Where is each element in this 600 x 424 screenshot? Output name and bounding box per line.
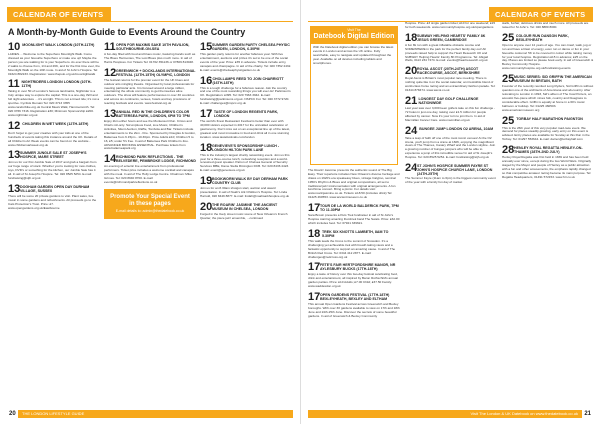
event-heading (502, 116, 594, 126)
event-description: Join us for an 8.30am shotgun start, auction and award presentation. In aid of Noah's Ark Children's Hospice. Tel: Linda Harrold, 020 8449 8877. E-mail: lindah@noahsarkhospice.org.uk (200, 186, 289, 198)
event-heading (405, 163, 497, 176)
right-column-3 (502, 22, 594, 398)
event-title: BUNGEE JUMP LONDON O2 ARENA, 10AM (419, 126, 494, 131)
event-description: Founder of the recently reunited Long Ryders, Sid Griffin is without question one of the architects of Americana and alt-country. After relocating to London in 1993, Sid's album of The Coal Porters, an acoustic five-piece which mixes folk, country and bluegrass to considerable effect. Griffin is equally at home in a 60's music ballroom or buildup. Tel: 01225 460503. www.americanmuseum.org (502, 84, 594, 112)
event-description: Join us for our first Jumble Sale of 2017 and grab a bargain from our huge range of stock. Whether you're looking for new clothes, toys, DVD's or something for the kitchen, our Jumble Sale has it all. In aid of St Joseph's Hospice. Tel: 020 8525 5254. E-mail: fundraising@stjh.org.uk (8, 160, 97, 181)
right-column-1-events (308, 169, 400, 319)
event-item (200, 202, 292, 221)
event-item (104, 68, 196, 106)
event-item (104, 154, 196, 185)
event-description: Royal Ascot is Britain's most popular race meeting. There is nothing quite like it on the social calendar, an irresistible blend of world-class horse racing and an extraordinary fashion parade. Tel: 01344 878474. www.ascot.co.uk (405, 76, 496, 93)
event-title: TREK SIX KNOTTS LAMBETH, 8AM TO 5.30PM (321, 229, 389, 238)
left-header-text: CALENDAR OF EVENTS (13, 10, 104, 19)
event-title: TOUR DE LA WORLD BALDERICK PARK, 7PM TO 11.30PM (320, 204, 399, 213)
right-header-tab (489, 7, 593, 21)
event-description: An evening of eclectic live entertainment from professional performers. Ticket price includes a welcome cocktail and canapés with the meal. In aid of The Holly Lodge Centre. Chairman: Mike Grimes. Tel: 020 8940 8700. E-mail: events@richmondparkreflections.co.uk (104, 164, 194, 184)
event-title: TASTE OF LONDON REGENTS PARK, LONDON (213, 110, 279, 119)
left-header-tab (7, 7, 111, 21)
event-title: HENLEY ROYAL REGATTA HENLEY-ON-THAMES (28TH-2ND JULY) (514, 146, 583, 155)
event-heading (104, 42, 196, 52)
left-footer-text: THE LONDON LIFESTYLE GUIDE (22, 411, 85, 416)
digital-edition-title: Datebook Digital Edition (313, 32, 395, 40)
event-title: SUMMER GARDEN PARTY CHELSEA PHYSIC GARDEN, LONDON, 6.30PM (212, 43, 290, 51)
event-description: Last year saw over 3,000 keen golfers take on this fun challenge - 72 holes in just one day, raising over £1.5 million for people affected by cancer. Now it's your turn to join them. In aid of Macmillan Cancer Care. www.macmillan.org.uk (405, 105, 496, 122)
event-description: Don't forget to get your creative with your kids at one of the hundreds of events taking this instance around the UK. Details of all Children's Art Week events can be found on the website - www.childrensartweek.org.uk (8, 130, 97, 147)
event-description: Enjoy a taste of history over this two-day festival celebrating food, drink and entertainment, all inspired by Baron Rothschild's annual garden parties. Price: £10 Adults; £7.00 Child; £37.50 Family. www.waddesdon.org.uk (308, 272, 398, 289)
event-item (502, 33, 594, 71)
event-item (104, 109, 196, 151)
event-date-number: 20 (405, 65, 418, 78)
event-title: COLOUR RUN DANSON PARK, BEXLEYHEATH (515, 33, 569, 42)
event-description: Taking in over 50 of London's famous landmarks, Nightrider is a truly unique way to explore the capital. This is a one-day thrill and full night adventure ... it's at night. This is not a timed ride; it's not a sportive. Cyclists Remain Tel: 020 3713 3355 www.careforbike.org.uk Central Mews Walk, Hammersmith. Tel: 020 3766 7316. Registration £30; Minimum Sponsorship £200. www.nightrider.org.uk (8, 89, 100, 117)
right-page (300, 0, 600, 424)
event-heading (405, 66, 497, 76)
event-item (104, 42, 196, 65)
event-date-number: 17 (308, 261, 321, 274)
event-title: MOONLIGHT WALK LONDON (10TH-11TH) (22, 43, 95, 47)
event-item (200, 109, 292, 140)
event-heading (502, 145, 594, 155)
event-description: Henley Royal Regatta was first held in 1839 and has been held annually ever since, except during the two World Wars. Originally staged by the Mayor and people of Henley as a public attraction with a fun and other amusements, the emphasis rapidly changed so that competitive amateur racing became its main purpose. Tel: Regatta Headquarters, 01491 572153. www.hrr.co.uk (502, 155, 592, 179)
event-item (502, 145, 594, 179)
event-heading (8, 184, 100, 194)
event-heading (8, 150, 100, 160)
event-title: LONGEST DAY GOLF CHALLENGE NATIONWIDE (418, 96, 479, 105)
left-column-2 (104, 42, 196, 398)
event-item (200, 143, 292, 174)
left-column-3 (200, 42, 292, 398)
event-item (502, 22, 594, 30)
event-item (200, 176, 292, 199)
event-date-number: 25 (502, 73, 515, 86)
event-date-number: 11 (8, 78, 20, 91)
event-title: ANNUAL RED IN THE CHILDREN'S COLOR BATTERSEA PARK, LONDON, 6PM TO 7PM (116, 110, 190, 119)
event-title: FETE'S FAIR HERTFORDSHIRE MANOR, NR AYLESBURY BUCKS (17TH-18TH) (320, 263, 396, 272)
event-date-number: 17 (200, 108, 213, 121)
event-date-number: 16 (200, 74, 213, 87)
event-description: The festival returns for the premier event for the UK blues and outdoor arts mingling theatre. Organised by local professionals for meeting particular acts. It is focused around a large million, entertaining the whole community to get themselves alive outdoors. The show will feature performances in over 30 countries and across six continents, venues, hotels and key provisions of reacting festivals and events. www.festival.org.uk (104, 77, 195, 106)
event-heading (200, 143, 292, 153)
event-title: BOOKWORM WALK BY DAY DERHAM PARK COUNTRY CLUB (212, 177, 288, 186)
event-description: Take a leap of faith off one of the most iconic venues! At the O2 Arena, you'll jump from a crane at 160ft, enjoying the magnificent views of The Thames, Canary Wharf and the London skyline. Join a growing number of bungee jumpers who will be able to experience a jump of this incredible venue! In aid of St Joseph's Hospice. Tel: 020 8525 5254. E-mail: fundraising@stjh.org.uk (405, 135, 496, 160)
event-description: The world's finest Restaurant Festival is better than ever with 40,000 visitors expected in 2017 for the unrivalled celebration of gastronomy. Don't miss out on an exceptional line up of the latest, greatest and most innovative in food and drink all in one stunning location. www.tastefestivals.com/london (200, 119, 290, 139)
event-heading (502, 74, 594, 84)
event-item (8, 79, 100, 117)
event-item (405, 126, 497, 160)
event-date-number: 24 (405, 124, 418, 137)
event-heading (8, 42, 100, 52)
left-column-1 (8, 42, 100, 398)
event-date-number: 25 (502, 114, 515, 127)
event-description: LADIES.... Welcome to the Superhero Moonlight Walk. Come dressed as your favourite Superhero or make one up! Maybe the person you are walking for is your Superhero. As ever there will be 2 walks to choose from, 1/4 and 26K, and for the first time ever, the Moonlight Walk on the 10th route. In aid of St John's Hospice. Tel: 01624 882233. Registration: www.thepolo.org.uk/moonlightwalk (8, 52, 100, 76)
event-description: stalls, funfair, delicious drinks and much more. All proceeds are raised for St John's. Tel: 020 8880 8000. (502, 22, 589, 29)
event-date-number: 15 (200, 42, 213, 53)
event-description: A fun-day filled with food and blues music, featuring bands such as The Blues Harmonies, The Lost Blues plus much more. In aid of Harris Hospices. For Tickets Tel: 01702 351136 or 07809 813048. (104, 52, 196, 64)
digital-edition-box[interactable] (310, 26, 398, 165)
event-date-number: 12 (104, 66, 117, 79)
event-description: This annual Open Gardens Festival across Greenwich and Bexley boroughs. With over 30 gardens available to view on 17th and 18th June and 24th-25th June. Discover the secrets of some beautiful gardens. In aid of Greenwich & Bexley Community (308, 302, 400, 318)
event-heading (104, 68, 196, 78)
event-item (308, 292, 400, 319)
event-description: This is a tough challenge for a fabulous reason. Ask the country and one of the most rewarding things you will ever do! Parkinson's UK. Registration: £395. Tel: 020 7963 3942. E-mail: fundraising@parkinsons.org.uk. NSPCC Fol. Tel: 020 3772 9720. E-mail: challenges@nspcc.org.uk (200, 85, 291, 106)
event-heading (200, 76, 292, 86)
event-heading (308, 262, 400, 272)
event-item (405, 96, 497, 123)
event-date-number: 28 (502, 144, 515, 157)
promo-title: Promote Your Special Event in these pages (110, 193, 190, 207)
event-title: ROYAL ASCOT (20TH-24TH) ASCOT RACECOURSE, ASCOT, BERKSHIRE (417, 67, 480, 76)
event-description: Forged in the lively street music scene of New Orleans's French Quarter, the piece jazz ensemble, ...continued (200, 211, 288, 220)
right-header-text: CALENDAR OF EVENTS (495, 10, 586, 19)
digital-edition-top: Visit The (347, 28, 361, 32)
event-date-number: 13 (104, 108, 117, 121)
event-heading (104, 154, 196, 164)
event-title: GENEVIEVE'S SPONSORSHIP LUNCH - LONDON HILTON PARK LANE (212, 143, 280, 152)
event-heading (200, 42, 292, 52)
event-item (405, 33, 497, 64)
left-header-rule (7, 21, 293, 22)
event-date-number: 11 (104, 42, 116, 53)
event-item (8, 150, 100, 181)
event-item (8, 184, 100, 211)
event-item (308, 229, 400, 260)
event-date-number: 17 (308, 291, 321, 304)
event-date-number: 21 (405, 94, 418, 107)
event-heading (200, 202, 292, 212)
event-description: Sara Brown presents a Pets Trek fundraiser in aid of St John's Hospice starring amazing Dumbrek band The Swats. Price: £32.00 which includes food. Tel: 07921 339621. (308, 213, 400, 225)
event-title: GREENWICH + DOCKLANDS INTERNATIONAL FESTIVAL (12TH-15TH) OLYMPIC, LONDON (116, 68, 196, 77)
right-footer-text: Visit The London & UK Datebook on www.thedatebook.co.uk (470, 411, 578, 416)
event-date-number: 20 (200, 200, 213, 213)
event-item (502, 116, 594, 143)
event-heading (502, 33, 594, 43)
event-item (405, 163, 497, 185)
digital-edition-header (311, 27, 397, 44)
event-title: ST JOHN'S HOSPICE SUMMER FAYRE ST JOHN'S HOSPICE CHURCH LANE, LONDON (24TH-25TH) (417, 164, 493, 177)
event-title: MUSIC SERIES: SID GRIFFIN THE AMERICAN MUSEUM IN BRITAIN, BATH (514, 75, 592, 84)
event-item (502, 74, 594, 112)
event-item (8, 42, 100, 76)
event-date-number: 13 (8, 182, 21, 195)
event-heading (405, 96, 497, 106)
left-footer (0, 408, 300, 420)
right-page-number: 21 (584, 411, 591, 417)
event-description: The Summer Fayre (11am to 6pm) is the biggest community event of the year with a family fun day of market (405, 176, 496, 184)
event-description: This garden party returns for another fabulous year. With live entertainment, auctions and prizes it's set to be one of the social events of the year. Price: £35 in advance. Tickets include entry, canapés and champagne. In aid of the charity. Tel: 020 7352 2432. E-mail: events@chelseaphysicgarden.co.uk (200, 52, 292, 72)
event-date-number: 19 (200, 175, 213, 188)
event-date-number: 17 (308, 202, 321, 215)
event-heading (405, 126, 497, 136)
event-date-number: 13 (8, 149, 21, 162)
event-date-number: 24 (405, 162, 418, 175)
digital-edition-text: With the Datebook digital edition you can browse the latest events in London and across the UK online. Fully searchable, easy to navigate and updated throughout the year. Available on all devices including tablets and smartphones. (313, 44, 394, 65)
promo-email[interactable]: E-mail details to: admin@thedatebook.co.uk (115, 208, 185, 213)
event-description: This is the 26th year of this very popular road-race event. We demand for places steadily growing, early entry on this event is advised. Entry places are available for Sunday at this Run in the Torbay. Tel: 01297 553644. E-mail: darren@torbayhalf.com (502, 125, 590, 142)
event-date-number: 25 (502, 31, 515, 44)
event-date-number: 12 (8, 119, 21, 132)
event-heading (200, 109, 292, 119)
event-item (200, 42, 292, 73)
event-date-number: 18 (405, 31, 418, 44)
right-column-2 (405, 22, 497, 398)
left-column-2-events (104, 42, 196, 185)
event-description: There will be some 20 private gardens to visit. Plant sales, live music in some gardens and refreshments. All proceeds go to the Cats Protection's Trust. Price: £7. www.opengardens.org.uk/Eastbourne (8, 193, 97, 210)
event-description: A fun 8k run with a great inflatable obstacle course and SOMEWHERE in the park for the perfect family day out! All proceeds raised help to support the Heart Research UK and SUBWAY Helping Hearts' Family 8K Programme. Tel: Abigail Wells, 0113 234 7474. E-mail: events@heartresearch.org.uk (405, 42, 489, 63)
event-item (405, 66, 497, 93)
event-heading (8, 121, 100, 131)
event-item (8, 121, 100, 148)
event-item (308, 262, 400, 289)
event-description: Hospice. Price: £3 single garden ticket; £10 for one weekend; £15 for both weekends. www.communityhospice.org.uk/opengardens (405, 22, 496, 29)
event-title: OPEN FOR MAXIMS SAKE 10TH PAVILION, SOUTHBOURNE-ON-SEA (116, 43, 190, 51)
event-heading (308, 229, 400, 239)
event-item (200, 76, 292, 107)
event-date-number: 18 (308, 227, 321, 240)
event-title: SUBWAY HELPING HEARTS' FAMILY 8K JESUS GREEN, CAMBRIDGE (417, 33, 486, 42)
event-title: RICHMOND PARK REFLECTIONS - THE BELVEDERE, PEMBROKE LODGE, RICHMOND (116, 155, 196, 164)
event-item (308, 169, 400, 200)
event-title: OPEN GARDENS FESTIVAL (17TH-18TH) BEXLEYHEATH, BEXLEY AND ELTHAM (320, 293, 390, 302)
event-heading (405, 33, 497, 43)
event-heading (8, 79, 100, 89)
right-footer (301, 408, 600, 420)
page-title: A Month-by-Month Guide to Events Around the Country (8, 27, 246, 37)
left-page-number: 20 (9, 411, 16, 417)
event-description: Open to anyone over 12 years of age. You can crawl, walk, jog or run and have a blast of energy, even run or dance or fun in your favourite costume! 5K to be covered in colour while raising money for your local hospice. Registration £15 in advance; £25 on the day. Places are limited so please book early. In aid of Greenwich & Bexley Community Hospice. www.communityhospice.org.uk/fundraising-events (502, 42, 594, 71)
event-title: NIGHTRIDERS LONDON LONDON (10TH-11TH) (21, 80, 92, 89)
event-description: Enjoy 2km either hours and see the Montessori Run. Circus and Chiefs roll-only. Scrumptious Food, Live Music, Children's Activities, Silent Auction, Raffle, Tombola and Bar. Tickets include entertainments to the 2km - Fire. Sponsored by Douglas & Gordon, Battersea from 6.15pm - 10.30pm. Price Adults £10; Children 5 to 16, £5; under 5's free. In aid of Battersea Park Children's Zoo. ADVANCED BOOKING ESSENTIAL. Purchase tickets from www.batterseapark.org (104, 119, 196, 151)
event-description: This is the industry's largest charity networking event. Join us this year for a three-course lunch, networking reception and a world-renowned guest speaker. Patron of Chelsea General of Security Services MBE, Dame Stella Rimington DCB. Tel: 020 8436 4423. E-mail: event@genevieve.org.uk (200, 152, 290, 173)
event-title: THE ROARIN' JASMINE THE ANCIENT MUSEUM IN CHELSEA, LONDON (212, 202, 278, 211)
event-heading (308, 292, 400, 302)
event-title: CHILDREN IN WET WEEK (12TH-18TH) (22, 121, 89, 126)
event-description: This walk leads the Cross to the summit of Snowdon. It's a challenging yet achievable trek with breath taking views and a fantastic opportunity to support an amazing cause. In aid of The British Red Cross. Tel: 0344 412 2877. E-mail: challenges@redcross.org.uk (308, 238, 396, 259)
event-date-number: 18 (200, 141, 213, 154)
event-title: DOGHAM GARDEN OPEN DAY DURHAM VILLAGE, SUSSEX (20, 184, 90, 193)
event-heading (200, 176, 292, 186)
event-title: SUMMER JUNGLE SALE ST JOSEPH'S HOSPICE, MARE STREET (20, 151, 87, 160)
event-date-number: 14 (104, 153, 117, 166)
promo-box[interactable] (104, 189, 196, 219)
event-heading (308, 203, 400, 213)
event-title: TORBAY HALF MARATHON PAIGNTON (516, 116, 583, 121)
event-description: The Roarin' Jasmine presents the authentic sound of The Big Easy. Their repertoire includes New Orleans's diverse heritage and draws on 1920's era speakeasy blues, vintage Calypso, seminal 1950's Rhythm & Blues and original compositions, all set to traditional jazz instrumentation with original arrangements. A fun lunchtime concert. Bring a picnic. For details visit: www.roarinjasmine.co.uk. Tickets: £18.50 (includes drink) Tel: 01225 460553. www.ancientmuseum.co.uk (308, 167, 400, 200)
event-title: CHOLLAMPS REED TO JOIN CHARRIOTT (16TH-18TH) (212, 76, 284, 85)
event-item (405, 22, 497, 30)
event-date-number: 10 (8, 42, 21, 53)
event-item (308, 203, 400, 226)
event-heading (104, 109, 196, 119)
right-column-1 (308, 22, 400, 398)
